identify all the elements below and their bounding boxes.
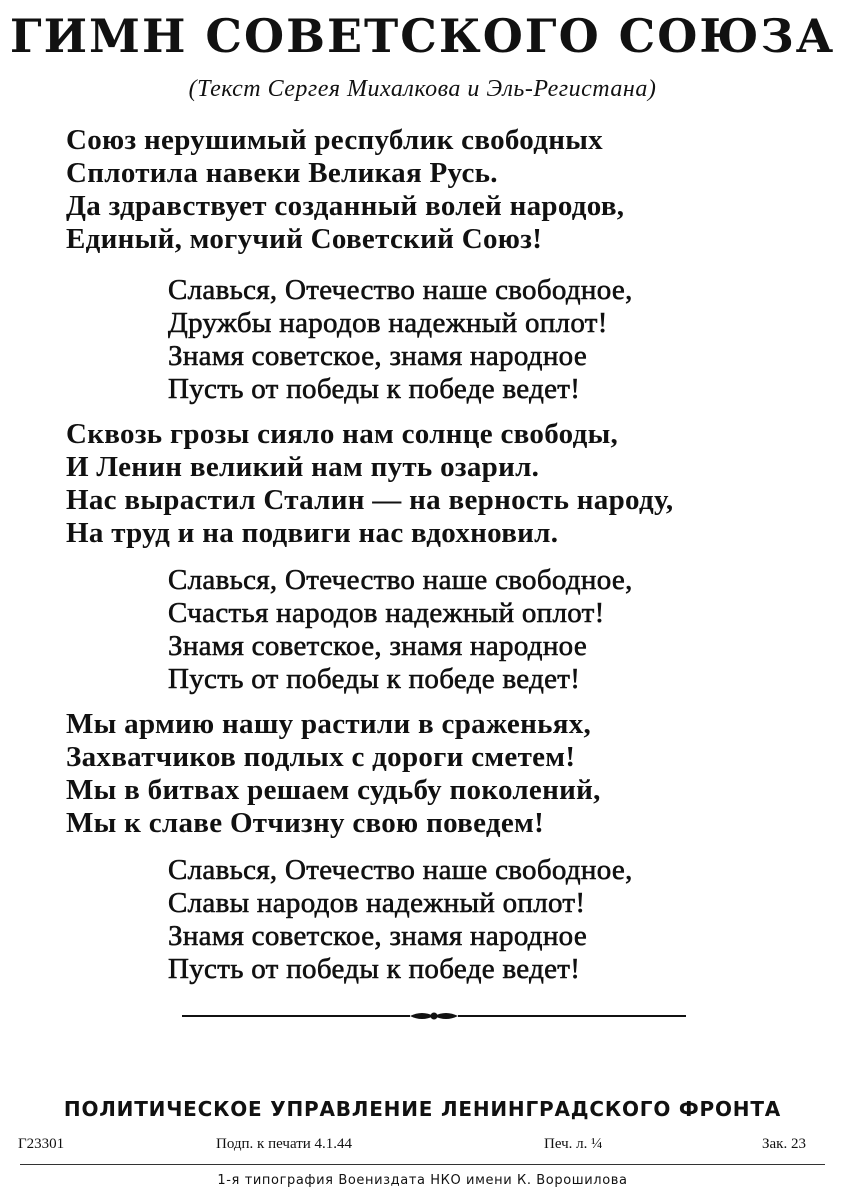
stanza-line: Знамя советское, знамя народное — [168, 920, 588, 952]
stanza-line: Мы армию нашу растили в сраженьях, — [66, 708, 592, 740]
stanza-line: И Ленин великий нам путь озарил. — [66, 451, 540, 483]
stanza-line: Сквозь грозы сияло нам солнце свободы, — [66, 418, 619, 450]
stanza-line: Пусть от победы к победе ведет! — [168, 953, 581, 985]
page-title: ГИМН СОВЕТСКОГО СОЮЗА — [9, 9, 836, 63]
stanza-line: Счастья народов надежный оплот! — [168, 597, 605, 629]
stanza-line: Союз нерушимый республик свободных — [66, 124, 603, 156]
imprint-signed-date: Подп. к печати 4.1.44 — [216, 1136, 353, 1152]
stanza-line: Дружбы народов надежный оплот! — [168, 307, 608, 339]
stanza-line: Нас вырастил Сталин — на верность народу, — [66, 484, 674, 516]
imprint-code: Г23301 — [18, 1136, 65, 1152]
authors-subtitle: (Текст Сергея Михалкова и Эль-Регистана) — [188, 76, 657, 102]
stanza-line: Мы в битвах решаем судьбу поколений, — [66, 774, 601, 806]
chorus-2 — [168, 564, 633, 696]
stanza-line: На труд и на подвиги нас вдохновил. — [66, 517, 559, 549]
publisher-name: ПОЛИТИЧЕСКОЕ УПРАВЛЕНИЕ ЛЕНИНГРАДСКОГО ФРОНТА — [63, 1097, 782, 1121]
ornamental-divider-icon — [182, 1006, 686, 1026]
stanza-line: Славься, Отечество наше свободное, — [168, 854, 633, 886]
imprint-order: Зак. 23 — [762, 1136, 806, 1152]
verse-2 — [66, 418, 673, 550]
imprint-sheets: Печ. л. ¼ — [544, 1136, 603, 1152]
stanza-line: Знамя советское, знамя народное — [168, 340, 588, 372]
stanza-line: Сплотила навеки Великая Русь. — [66, 157, 498, 189]
stanza-line: Мы к славе Отчизну свою поведем! — [66, 807, 545, 839]
stanza-line: Пусть от победы к победе ведет! — [168, 373, 581, 405]
stanza-line: Пусть от победы к победе ведет! — [168, 663, 581, 695]
stanza-line: Захватчиков подлых с дороги сметем! — [66, 741, 576, 773]
stanza-line: Знамя советское, знамя народное — [168, 630, 588, 662]
chorus-3 — [168, 854, 633, 986]
stanza-line: Да здравствует созданный волей народов, — [66, 190, 625, 222]
stanza-line: Славы народов надежный оплот! — [168, 887, 586, 919]
verse-1 — [66, 124, 624, 256]
chorus-1 — [168, 274, 633, 406]
stanza-line: Славься, Отечество наше свободное, — [168, 274, 633, 306]
stanza-line: Единый, могучий Советский Союз! — [66, 223, 543, 255]
stanza-line: Славься, Отечество наше свободное, — [168, 564, 633, 596]
footer-divider — [20, 1164, 825, 1165]
printer-credit: 1-я типография Воениздата НКО имени К. Ворошилова — [217, 1173, 628, 1188]
verse-3 — [66, 708, 601, 840]
